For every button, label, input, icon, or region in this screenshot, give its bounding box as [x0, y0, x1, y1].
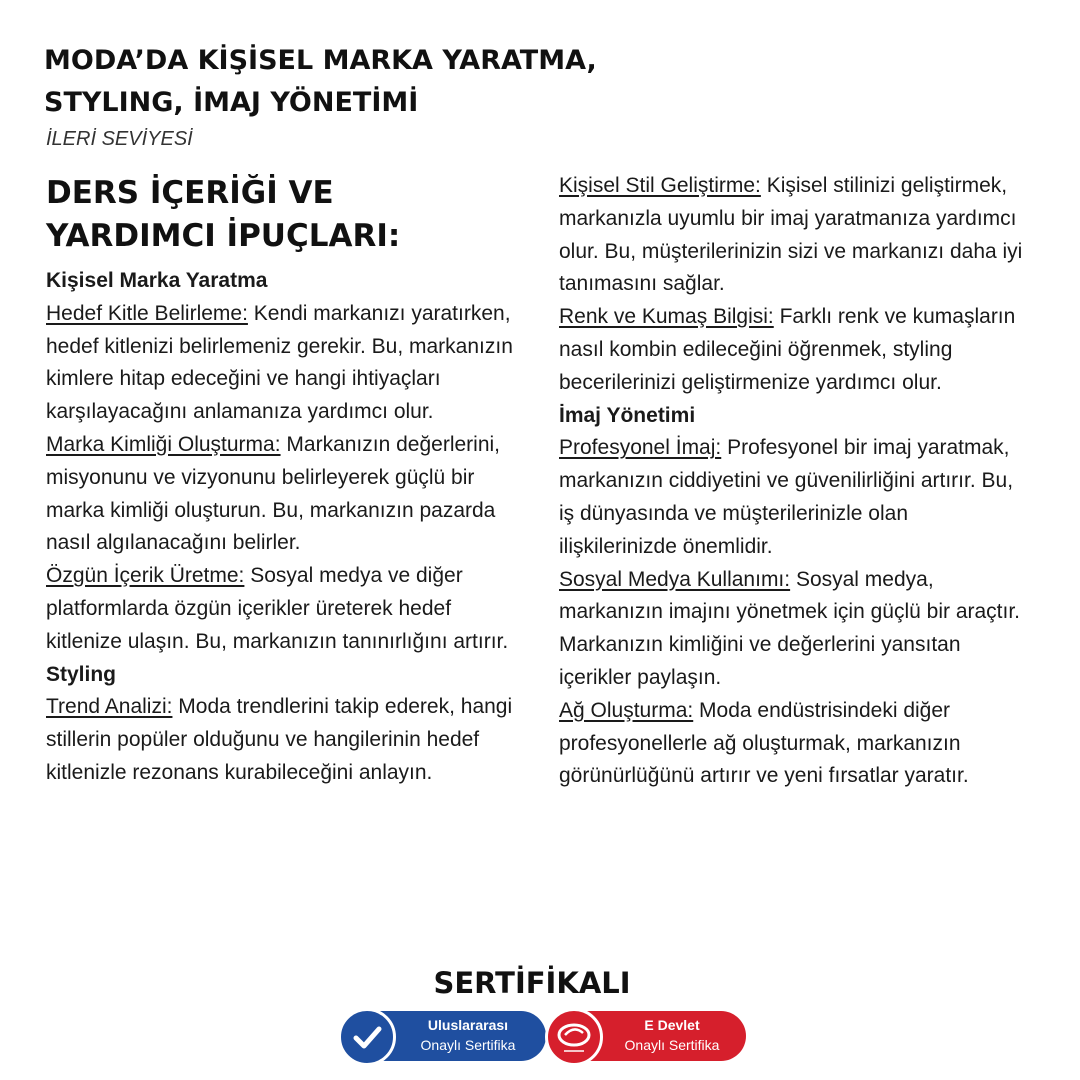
- left-column: [46, 265, 516, 790]
- group-title-styling: Styling: [46, 662, 117, 686]
- topic-social-media: Sosyal Medya Kullanımı:: [559, 567, 791, 591]
- international-certificate-label: [400, 1015, 536, 1055]
- course-title-line1: MODA’DA KİŞİSEL MARKA YARATMA,: [44, 45, 597, 76]
- text-personal-style: Kişisel stilinizi geliştirmek, markanızla uyumlu bir imaj yaratmanıza yardımcı olur. Bu, müşterilerinizin sizi ve markanızı daha iyi tanımasını sağlar.: [559, 174, 1023, 296]
- paragraph-networking: [559, 695, 1029, 793]
- topic-professional-image: Profesyonel İmaj:: [559, 436, 722, 460]
- text-color-fabric: Farklı renk ve kumaşların nasıl kombin edileceğini öğrenmek, styling becerilerinizi geliştirmenize yardımcı olur.: [559, 305, 1016, 394]
- text-target-audience: Kendi markanızı yaratırken, hedef kitlenizi belirlemeniz gerekir. Bu, markanızın kimlere hitap edeceğini ve hangi ihtiyaçları karşılayacağını anlamanıza yardımcı olur.: [46, 301, 513, 424]
- course-level: İLERİ SEVİYESİ: [46, 128, 193, 150]
- topic-trend-analysis: Trend Analizi:: [46, 695, 173, 719]
- checkmark-icon: [338, 1008, 396, 1066]
- e-devlet-certificate-label: [606, 1015, 738, 1055]
- paragraph-target-audience: [46, 298, 516, 429]
- text-original-content: Sosyal medya ve diğer platformlarda özgün içerikler üreterek hedef kitlenize ulaşın. Bu, markanızın tanınırlığını artırır.: [46, 564, 509, 653]
- paragraph-original-content: [46, 560, 516, 658]
- e-devlet-certificate-line1: E Devlet: [644, 1017, 700, 1033]
- topic-brand-identity: Marka Kimliği Oluşturma:: [46, 432, 281, 456]
- certificate-title: SERTİFİKALI: [433, 966, 631, 1000]
- international-certificate-line1: Uluslararası: [427, 1017, 509, 1033]
- international-certificate-line2: Onaylı Sertifika: [420, 1037, 516, 1053]
- topic-color-fabric: Renk ve Kumaş Bilgisi:: [559, 305, 774, 329]
- right-column: [559, 170, 1029, 793]
- paragraph-trend-analysis: [46, 691, 516, 789]
- topic-target-audience: Hedef Kitle Belirleme:: [46, 301, 248, 325]
- paragraph-color-fabric: [559, 301, 1029, 399]
- topic-networking: Ağ Oluşturma:: [559, 698, 694, 722]
- topic-original-content: Özgün İçerik Üretme:: [46, 564, 245, 588]
- course-title-line2: STYLING, İMAJ YÖNETİMİ: [44, 87, 419, 118]
- e-devlet-certificate-line2: Onaylı Sertifika: [624, 1037, 720, 1053]
- group-title-image-management: İmaj Yönetimi: [559, 403, 696, 427]
- text-networking: Moda endüstrisindeki diğer profesyonellerle ağ oluşturmak, markanızın görünürlüğünü artırır ve yeni fırsatlar yaratır.: [559, 698, 969, 788]
- group-title-personal-brand: Kişisel Marka Yaratma: [46, 269, 268, 292]
- paragraph-brand-identity: [46, 429, 516, 560]
- paragraph-professional-image: [559, 432, 1029, 563]
- text-trend-analysis: Moda trendlerini takip ederek, hangi stillerin popüler olduğunu ve hangilerinin hedef kitlenizle rezonans kurabileceğini anlayın.: [46, 695, 513, 784]
- e-devlet-logo-icon: [545, 1008, 603, 1066]
- paragraph-personal-style: [559, 170, 1029, 301]
- text-social-media: Sosyal medya, markanızın imajını yönetmek için güçlü bir araçtır. Markanızın kimliğini ve değerlerini yansıtan içerikler paylaşın.: [559, 567, 1021, 689]
- text-professional-image: Profesyonel bir imaj yaratmak, markanızın ciddiyetini ve güvenilirliğini artırır. Bu, iş dünyasında ve müşterilerinizle olan ilişkilerinizde önemlidir.: [559, 436, 1014, 558]
- text-brand-identity: Markanızın değerlerini, misyonunu ve vizyonunu belirleyerek güçlü bir marka kimliği oluşturun. Bu, markanızın pazarda nasıl algılanacağını belirler.: [46, 432, 500, 555]
- section-heading-line2: YARDIMCI İPUÇLARI:: [46, 218, 401, 254]
- course-title: [44, 40, 597, 124]
- section-heading-line1: DERS İÇERİĞİ VE: [46, 175, 334, 211]
- paragraph-social-media: [559, 564, 1029, 695]
- topic-personal-style: Kişisel Stil Geliştirme:: [559, 174, 761, 197]
- section-heading: [46, 172, 400, 258]
